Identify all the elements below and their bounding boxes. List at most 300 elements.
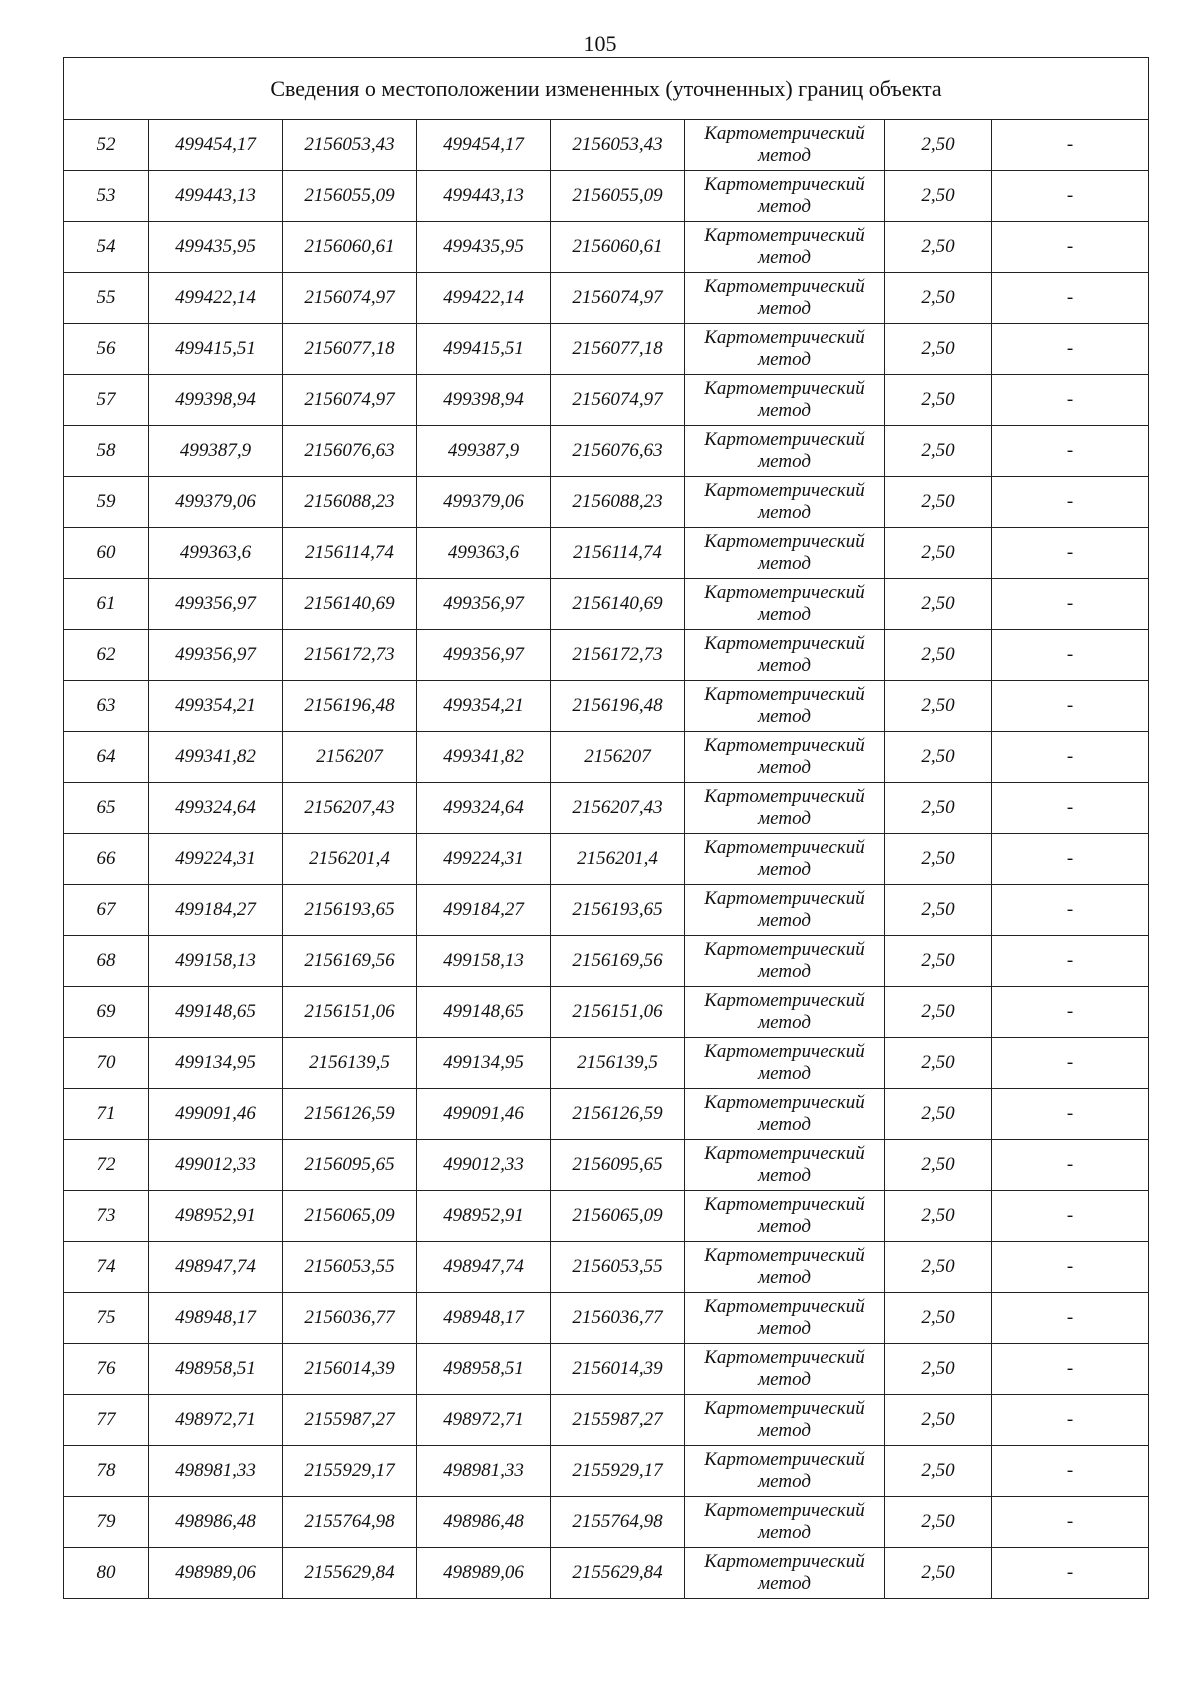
method-cell <box>685 1497 885 1548</box>
note-cell: - <box>992 987 1149 1038</box>
table-row <box>64 834 1149 885</box>
existing-y-cell: 2156036,77 <box>283 1293 417 1344</box>
table-row <box>64 1395 1149 1446</box>
boundary-coordinates-table <box>63 57 1149 1599</box>
refined-x-cell: 499443,13 <box>417 171 551 222</box>
accuracy-cell: 2,50 <box>885 1548 992 1599</box>
method-line-1: Картометрический <box>704 327 865 348</box>
accuracy-cell: 2,50 <box>885 630 992 681</box>
note-cell: - <box>992 222 1149 273</box>
method-cell <box>685 936 885 987</box>
note-cell: - <box>992 834 1149 885</box>
point-number-cell: 58 <box>64 426 149 477</box>
refined-x-cell: 499224,31 <box>417 834 551 885</box>
note-cell: - <box>992 1497 1149 1548</box>
point-number-cell: 75 <box>64 1293 149 1344</box>
method-cell <box>685 579 885 630</box>
method-line-2: метод <box>758 1216 811 1237</box>
existing-x-cell: 498958,51 <box>149 1344 283 1395</box>
accuracy-cell: 2,50 <box>885 1446 992 1497</box>
method-cell <box>685 1140 885 1191</box>
point-number-cell: 65 <box>64 783 149 834</box>
method-cell <box>685 1089 885 1140</box>
method-cell <box>685 426 885 477</box>
refined-y-cell: 2156095,65 <box>551 1140 685 1191</box>
note-cell: - <box>992 1089 1149 1140</box>
method-line-2: метод <box>758 1165 811 1186</box>
method-cell <box>685 528 885 579</box>
existing-y-cell: 2156196,48 <box>283 681 417 732</box>
method-line-1: Картометрический <box>704 1245 865 1266</box>
method-line-1: Картометрический <box>704 1551 865 1572</box>
method-line-1: Картометрический <box>704 684 865 705</box>
method-cell <box>685 273 885 324</box>
refined-x-cell: 498986,48 <box>417 1497 551 1548</box>
table-row <box>64 885 1149 936</box>
existing-x-cell: 499415,51 <box>149 324 283 375</box>
refined-x-cell: 499091,46 <box>417 1089 551 1140</box>
refined-y-cell: 2156014,39 <box>551 1344 685 1395</box>
existing-x-cell: 498986,48 <box>149 1497 283 1548</box>
accuracy-cell: 2,50 <box>885 273 992 324</box>
method-cell <box>685 885 885 936</box>
accuracy-cell: 2,50 <box>885 579 992 630</box>
refined-x-cell: 499354,21 <box>417 681 551 732</box>
existing-x-cell: 499356,97 <box>149 579 283 630</box>
refined-y-cell: 2156169,56 <box>551 936 685 987</box>
note-cell: - <box>992 1242 1149 1293</box>
existing-y-cell: 2156207,43 <box>283 783 417 834</box>
accuracy-cell: 2,50 <box>885 1293 992 1344</box>
table-row <box>64 732 1149 783</box>
point-number-cell: 59 <box>64 477 149 528</box>
note-cell: - <box>992 936 1149 987</box>
table-row <box>64 528 1149 579</box>
refined-y-cell: 2156114,74 <box>551 528 685 579</box>
refined-x-cell: 499184,27 <box>417 885 551 936</box>
method-cell <box>685 783 885 834</box>
refined-x-cell: 499379,06 <box>417 477 551 528</box>
method-line-2: метод <box>758 757 811 778</box>
refined-y-cell: 2156207 <box>551 732 685 783</box>
method-line-1: Картометрический <box>704 1092 865 1113</box>
point-number-cell: 64 <box>64 732 149 783</box>
refined-x-cell: 498958,51 <box>417 1344 551 1395</box>
existing-y-cell: 2156060,61 <box>283 222 417 273</box>
method-line-1: Картометрический <box>704 1449 865 1470</box>
refined-x-cell: 499341,82 <box>417 732 551 783</box>
table-row <box>64 375 1149 426</box>
method-line-2: метод <box>758 808 811 829</box>
existing-y-cell: 2155987,27 <box>283 1395 417 1446</box>
refined-y-cell: 2156088,23 <box>551 477 685 528</box>
table-row <box>64 171 1149 222</box>
refined-x-cell: 499356,97 <box>417 630 551 681</box>
method-cell <box>685 222 885 273</box>
table-row <box>64 1089 1149 1140</box>
method-cell <box>685 1395 885 1446</box>
accuracy-cell: 2,50 <box>885 477 992 528</box>
method-line-1: Картометрический <box>704 531 865 552</box>
table-row <box>64 1344 1149 1395</box>
refined-x-cell: 499422,14 <box>417 273 551 324</box>
table-row <box>64 120 1149 171</box>
accuracy-cell: 2,50 <box>885 1497 992 1548</box>
refined-y-cell: 2155629,84 <box>551 1548 685 1599</box>
refined-x-cell: 498952,91 <box>417 1191 551 1242</box>
table-title-row <box>64 58 1149 120</box>
accuracy-cell: 2,50 <box>885 120 992 171</box>
accuracy-cell: 2,50 <box>885 732 992 783</box>
note-cell: - <box>992 120 1149 171</box>
refined-y-cell: 2156207,43 <box>551 783 685 834</box>
point-number-cell: 70 <box>64 1038 149 1089</box>
existing-x-cell: 499363,6 <box>149 528 283 579</box>
method-line-2: метод <box>758 1012 811 1033</box>
refined-x-cell: 499134,95 <box>417 1038 551 1089</box>
point-number-cell: 62 <box>64 630 149 681</box>
refined-x-cell: 499387,9 <box>417 426 551 477</box>
note-cell: - <box>992 1548 1149 1599</box>
refined-y-cell: 2156036,77 <box>551 1293 685 1344</box>
method-cell <box>685 834 885 885</box>
existing-x-cell: 498947,74 <box>149 1242 283 1293</box>
method-line-1: Картометрический <box>704 1143 865 1164</box>
accuracy-cell: 2,50 <box>885 936 992 987</box>
table-row <box>64 936 1149 987</box>
accuracy-cell: 2,50 <box>885 1395 992 1446</box>
existing-x-cell: 499012,33 <box>149 1140 283 1191</box>
method-cell <box>685 477 885 528</box>
refined-x-cell: 499363,6 <box>417 528 551 579</box>
method-line-2: метод <box>758 1114 811 1135</box>
note-cell: - <box>992 426 1149 477</box>
refined-y-cell: 2156077,18 <box>551 324 685 375</box>
refined-y-cell: 2155987,27 <box>551 1395 685 1446</box>
method-line-2: метод <box>758 1420 811 1441</box>
note-cell: - <box>992 375 1149 426</box>
table-body <box>64 120 1149 1599</box>
table-row <box>64 1548 1149 1599</box>
point-number-cell: 78 <box>64 1446 149 1497</box>
existing-x-cell: 499324,64 <box>149 783 283 834</box>
method-cell <box>685 120 885 171</box>
accuracy-cell: 2,50 <box>885 681 992 732</box>
table-row <box>64 222 1149 273</box>
refined-x-cell: 498948,17 <box>417 1293 551 1344</box>
existing-x-cell: 499148,65 <box>149 987 283 1038</box>
method-line-1: Картометрический <box>704 378 865 399</box>
existing-y-cell: 2156065,09 <box>283 1191 417 1242</box>
refined-y-cell: 2156126,59 <box>551 1089 685 1140</box>
accuracy-cell: 2,50 <box>885 1089 992 1140</box>
method-line-1: Картометрический <box>704 888 865 909</box>
note-cell: - <box>992 1038 1149 1089</box>
method-cell <box>685 681 885 732</box>
refined-y-cell: 2156074,97 <box>551 273 685 324</box>
existing-x-cell: 499422,14 <box>149 273 283 324</box>
existing-y-cell: 2156074,97 <box>283 375 417 426</box>
refined-x-cell: 498972,71 <box>417 1395 551 1446</box>
table-row <box>64 579 1149 630</box>
method-line-1: Картометрический <box>704 1194 865 1215</box>
method-line-2: метод <box>758 145 811 166</box>
accuracy-cell: 2,50 <box>885 528 992 579</box>
method-line-1: Картометрический <box>704 1500 865 1521</box>
method-line-1: Картометрический <box>704 174 865 195</box>
table-row <box>64 1191 1149 1242</box>
existing-x-cell: 499158,13 <box>149 936 283 987</box>
table-row <box>64 1293 1149 1344</box>
note-cell: - <box>992 528 1149 579</box>
method-cell <box>685 1293 885 1344</box>
method-line-2: метод <box>758 196 811 217</box>
method-line-2: метод <box>758 247 811 268</box>
point-number-cell: 66 <box>64 834 149 885</box>
accuracy-cell: 2,50 <box>885 324 992 375</box>
existing-x-cell: 498948,17 <box>149 1293 283 1344</box>
existing-x-cell: 499454,17 <box>149 120 283 171</box>
accuracy-cell: 2,50 <box>885 222 992 273</box>
refined-x-cell: 499435,95 <box>417 222 551 273</box>
note-cell: - <box>992 1446 1149 1497</box>
point-number-cell: 55 <box>64 273 149 324</box>
note-cell: - <box>992 681 1149 732</box>
existing-y-cell: 2156088,23 <box>283 477 417 528</box>
accuracy-cell: 2,50 <box>885 375 992 426</box>
point-number-cell: 69 <box>64 987 149 1038</box>
method-line-2: метод <box>758 502 811 523</box>
refined-x-cell: 499454,17 <box>417 120 551 171</box>
existing-y-cell: 2156014,39 <box>283 1344 417 1395</box>
point-number-cell: 63 <box>64 681 149 732</box>
method-line-1: Картометрический <box>704 225 865 246</box>
refined-x-cell: 498989,06 <box>417 1548 551 1599</box>
point-number-cell: 56 <box>64 324 149 375</box>
point-number-cell: 72 <box>64 1140 149 1191</box>
table-row <box>64 1497 1149 1548</box>
method-line-1: Картометрический <box>704 1041 865 1062</box>
method-line-2: метод <box>758 1267 811 1288</box>
method-line-2: метод <box>758 1471 811 1492</box>
refined-y-cell: 2156055,09 <box>551 171 685 222</box>
point-number-cell: 74 <box>64 1242 149 1293</box>
method-line-1: Картометрический <box>704 735 865 756</box>
method-line-2: метод <box>758 1522 811 1543</box>
method-cell <box>685 1344 885 1395</box>
table-row <box>64 324 1149 375</box>
point-number-cell: 79 <box>64 1497 149 1548</box>
note-cell: - <box>992 885 1149 936</box>
point-number-cell: 77 <box>64 1395 149 1446</box>
method-line-1: Картометрический <box>704 429 865 450</box>
existing-x-cell: 499443,13 <box>149 171 283 222</box>
method-line-2: метод <box>758 298 811 319</box>
method-cell <box>685 1191 885 1242</box>
table-row <box>64 477 1149 528</box>
page-number: 105 <box>583 31 617 56</box>
refined-x-cell: 499148,65 <box>417 987 551 1038</box>
point-number-cell: 71 <box>64 1089 149 1140</box>
method-line-1: Картометрический <box>704 276 865 297</box>
point-number-cell: 52 <box>64 120 149 171</box>
refined-y-cell: 2156172,73 <box>551 630 685 681</box>
accuracy-cell: 2,50 <box>885 783 992 834</box>
method-line-2: метод <box>758 604 811 625</box>
refined-y-cell: 2156151,06 <box>551 987 685 1038</box>
accuracy-cell: 2,50 <box>885 1191 992 1242</box>
method-cell <box>685 324 885 375</box>
existing-x-cell: 499134,95 <box>149 1038 283 1089</box>
refined-y-cell: 2155764,98 <box>551 1497 685 1548</box>
refined-y-cell: 2156053,43 <box>551 120 685 171</box>
existing-x-cell: 499356,97 <box>149 630 283 681</box>
table-row <box>64 681 1149 732</box>
existing-x-cell: 499091,46 <box>149 1089 283 1140</box>
table-row <box>64 987 1149 1038</box>
note-cell: - <box>992 171 1149 222</box>
existing-y-cell: 2156172,73 <box>283 630 417 681</box>
table-row <box>64 426 1149 477</box>
note-cell: - <box>992 1191 1149 1242</box>
method-line-2: метод <box>758 1369 811 1390</box>
point-number-cell: 61 <box>64 579 149 630</box>
point-number-cell: 57 <box>64 375 149 426</box>
note-cell: - <box>992 1395 1149 1446</box>
existing-y-cell: 2155629,84 <box>283 1548 417 1599</box>
method-cell <box>685 1038 885 1089</box>
accuracy-cell: 2,50 <box>885 426 992 477</box>
refined-y-cell: 2156193,65 <box>551 885 685 936</box>
method-line-2: метод <box>758 451 811 472</box>
accuracy-cell: 2,50 <box>885 987 992 1038</box>
existing-y-cell: 2155764,98 <box>283 1497 417 1548</box>
accuracy-cell: 2,50 <box>885 1344 992 1395</box>
accuracy-cell: 2,50 <box>885 1038 992 1089</box>
method-line-1: Картометрический <box>704 633 865 654</box>
existing-y-cell: 2156077,18 <box>283 324 417 375</box>
method-cell <box>685 1446 885 1497</box>
point-number-cell: 73 <box>64 1191 149 1242</box>
existing-x-cell: 499354,21 <box>149 681 283 732</box>
table-row <box>64 1140 1149 1191</box>
method-cell <box>685 171 885 222</box>
existing-y-cell: 2156055,09 <box>283 171 417 222</box>
note-cell: - <box>992 324 1149 375</box>
point-number-cell: 80 <box>64 1548 149 1599</box>
method-line-2: метод <box>758 349 811 370</box>
existing-x-cell: 498952,91 <box>149 1191 283 1242</box>
table-row <box>64 630 1149 681</box>
refined-y-cell: 2156060,61 <box>551 222 685 273</box>
method-cell <box>685 630 885 681</box>
existing-x-cell: 499398,94 <box>149 375 283 426</box>
method-line-1: Картометрический <box>704 837 865 858</box>
existing-y-cell: 2156076,63 <box>283 426 417 477</box>
refined-x-cell: 499356,97 <box>417 579 551 630</box>
note-cell: - <box>992 1140 1149 1191</box>
accuracy-cell: 2,50 <box>885 171 992 222</box>
refined-y-cell: 2156076,63 <box>551 426 685 477</box>
existing-y-cell: 2156140,69 <box>283 579 417 630</box>
existing-x-cell: 499379,06 <box>149 477 283 528</box>
existing-x-cell: 498989,06 <box>149 1548 283 1599</box>
method-cell <box>685 1242 885 1293</box>
method-line-1: Картометрический <box>704 939 865 960</box>
refined-x-cell: 499398,94 <box>417 375 551 426</box>
point-number-cell: 60 <box>64 528 149 579</box>
existing-y-cell: 2156193,65 <box>283 885 417 936</box>
method-cell <box>685 732 885 783</box>
existing-x-cell: 498981,33 <box>149 1446 283 1497</box>
table-row <box>64 273 1149 324</box>
method-cell <box>685 375 885 426</box>
point-number-cell: 53 <box>64 171 149 222</box>
table-row <box>64 783 1149 834</box>
existing-y-cell: 2156114,74 <box>283 528 417 579</box>
accuracy-cell: 2,50 <box>885 1140 992 1191</box>
accuracy-cell: 2,50 <box>885 834 992 885</box>
point-number-cell: 76 <box>64 1344 149 1395</box>
table-title: Сведения о местоположении измененных (уточненных) границ объекта <box>64 58 1149 120</box>
method-line-2: метод <box>758 910 811 931</box>
refined-x-cell: 499012,33 <box>417 1140 551 1191</box>
existing-y-cell: 2156074,97 <box>283 273 417 324</box>
method-line-1: Картометрический <box>704 123 865 144</box>
note-cell: - <box>992 783 1149 834</box>
method-line-2: метод <box>758 655 811 676</box>
point-number-cell: 54 <box>64 222 149 273</box>
method-line-2: метод <box>758 961 811 982</box>
refined-x-cell: 499324,64 <box>417 783 551 834</box>
note-cell: - <box>992 579 1149 630</box>
existing-y-cell: 2156207 <box>283 732 417 783</box>
method-cell <box>685 987 885 1038</box>
existing-x-cell: 499341,82 <box>149 732 283 783</box>
existing-y-cell: 2156095,65 <box>283 1140 417 1191</box>
existing-x-cell: 499224,31 <box>149 834 283 885</box>
existing-x-cell: 499387,9 <box>149 426 283 477</box>
note-cell: - <box>992 732 1149 783</box>
method-line-2: метод <box>758 1318 811 1339</box>
method-line-2: метод <box>758 553 811 574</box>
method-line-2: метод <box>758 706 811 727</box>
existing-y-cell: 2156139,5 <box>283 1038 417 1089</box>
method-line-1: Картометрический <box>704 990 865 1011</box>
existing-y-cell: 2155929,17 <box>283 1446 417 1497</box>
existing-y-cell: 2156126,59 <box>283 1089 417 1140</box>
method-line-2: метод <box>758 1063 811 1084</box>
refined-x-cell: 499158,13 <box>417 936 551 987</box>
note-cell: - <box>992 630 1149 681</box>
refined-x-cell: 498947,74 <box>417 1242 551 1293</box>
refined-x-cell: 499415,51 <box>417 324 551 375</box>
accuracy-cell: 2,50 <box>885 1242 992 1293</box>
note-cell: - <box>992 1344 1149 1395</box>
refined-y-cell: 2156053,55 <box>551 1242 685 1293</box>
refined-y-cell: 2156196,48 <box>551 681 685 732</box>
refined-y-cell: 2155929,17 <box>551 1446 685 1497</box>
existing-x-cell: 499184,27 <box>149 885 283 936</box>
refined-y-cell: 2156201,4 <box>551 834 685 885</box>
point-number-cell: 67 <box>64 885 149 936</box>
refined-x-cell: 498981,33 <box>417 1446 551 1497</box>
refined-y-cell: 2156065,09 <box>551 1191 685 1242</box>
method-line-1: Картометрический <box>704 786 865 807</box>
existing-x-cell: 499435,95 <box>149 222 283 273</box>
table-row <box>64 1038 1149 1089</box>
note-cell: - <box>992 477 1149 528</box>
